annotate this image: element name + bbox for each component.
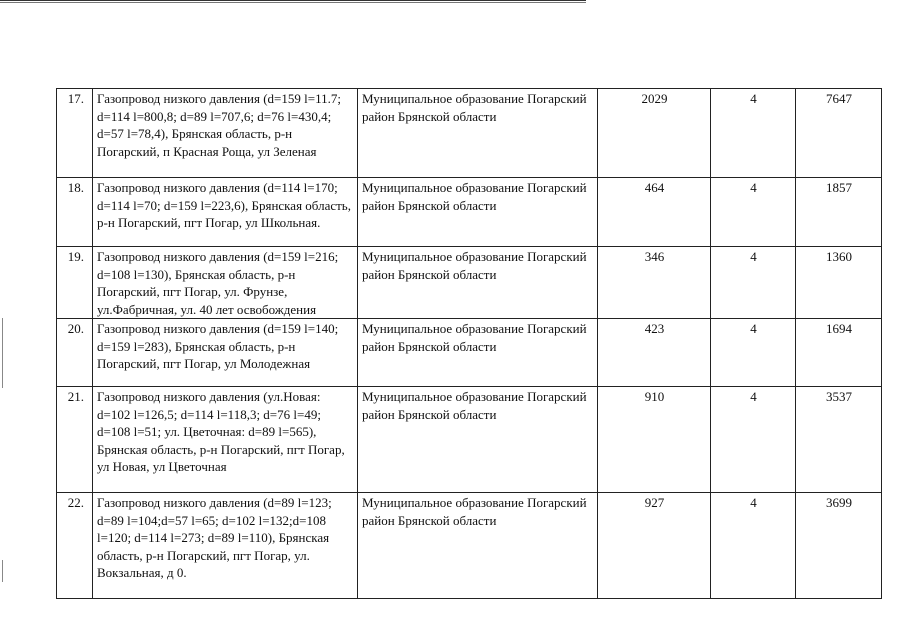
value-cell-1: 464 bbox=[598, 178, 711, 247]
object-description: Газопровод низкого давления (d=159 l=140; d=159 l=283), Брянская область, р-н Погарский, пгт Погар, ул Молодежная bbox=[93, 319, 358, 387]
value-cell-3: 3537 bbox=[796, 387, 882, 493]
owner-name: Муниципальное образование Погарский район Брянской области bbox=[358, 178, 598, 247]
scan-edge-mark bbox=[2, 318, 3, 388]
value-cell-1: 927 bbox=[598, 493, 711, 599]
owner-name: Муниципальное образование Погарский район Брянской области bbox=[358, 247, 598, 319]
row-number: 20. bbox=[57, 319, 93, 387]
table-row bbox=[57, 178, 882, 247]
owner-name: Муниципальное образование Погарский район Брянской области bbox=[358, 387, 598, 493]
value-cell-2: 4 bbox=[711, 387, 796, 493]
table-row bbox=[57, 387, 882, 493]
row-number: 18. bbox=[57, 178, 93, 247]
row-number: 19. bbox=[57, 247, 93, 319]
value-cell-2: 4 bbox=[711, 319, 796, 387]
value-cell-3: 1694 bbox=[796, 319, 882, 387]
table-row bbox=[57, 493, 882, 599]
row-number: 21. bbox=[57, 387, 93, 493]
property-table bbox=[56, 88, 882, 599]
value-cell-1: 910 bbox=[598, 387, 711, 493]
object-description: Газопровод низкого давления (d=159 l=11.7; d=114 l=800,8; d=89 l=707,6; d=76 l=430,4; d=57 l=78,4), Брянская область, р-н Погарский, п Красная Роща, ул Зеленая bbox=[93, 89, 358, 178]
top-rule bbox=[0, 0, 586, 3]
table-row bbox=[57, 89, 882, 178]
value-cell-2: 4 bbox=[711, 89, 796, 178]
value-cell-3: 3699 bbox=[796, 493, 882, 599]
table-row bbox=[57, 319, 882, 387]
owner-name: Муниципальное образование Погарский район Брянской области bbox=[358, 493, 598, 599]
row-number: 22. bbox=[57, 493, 93, 599]
owner-name: Муниципальное образование Погарский район Брянской области bbox=[358, 319, 598, 387]
row-number: 17. bbox=[57, 89, 93, 178]
table-row bbox=[57, 247, 882, 319]
object-description: Газопровод низкого давления (d=114 l=170; d=114 l=70; d=159 l=223,6), Брянская область, р-н Погарский, пгт Погар, ул Школьная. bbox=[93, 178, 358, 247]
value-cell-3: 1857 bbox=[796, 178, 882, 247]
owner-name: Муниципальное образование Погарский район Брянской области bbox=[358, 89, 598, 178]
value-cell-1: 346 bbox=[598, 247, 711, 319]
object-description: Газопровод низкого давления (ул.Новая: d=102 l=126,5; d=114 l=118,3; d=76 l=49; d=108 l=51; ул. Цветочная: d=89 l=565), Брянская область, р-н Погарский, пгт Погар, ул Новая, ул Цветочная bbox=[93, 387, 358, 493]
value-cell-1: 2029 bbox=[598, 89, 711, 178]
scan-edge-mark bbox=[2, 560, 3, 582]
value-cell-2: 4 bbox=[711, 178, 796, 247]
object-description: Газопровод низкого давления (d=159 l=216; d=108 l=130), Брянская область, р-н Погарский, пгт Погар, ул. Фрунзе, ул.Фабричная, ул. 40 лет освобождения bbox=[93, 247, 358, 319]
object-description: Газопровод низкого давления (d=89 l=123; d=89 l=104;d=57 l=65; d=102 l=132;d=108 l=120; d=114 l=273; d=89 l=110), Брянская область, р-н Погарский, пгт Погар, ул. Вокзальная, д 0. bbox=[93, 493, 358, 599]
value-cell-3: 1360 bbox=[796, 247, 882, 319]
value-cell-2: 4 bbox=[711, 247, 796, 319]
value-cell-2: 4 bbox=[711, 493, 796, 599]
value-cell-3: 7647 bbox=[796, 89, 882, 178]
value-cell-1: 423 bbox=[598, 319, 711, 387]
